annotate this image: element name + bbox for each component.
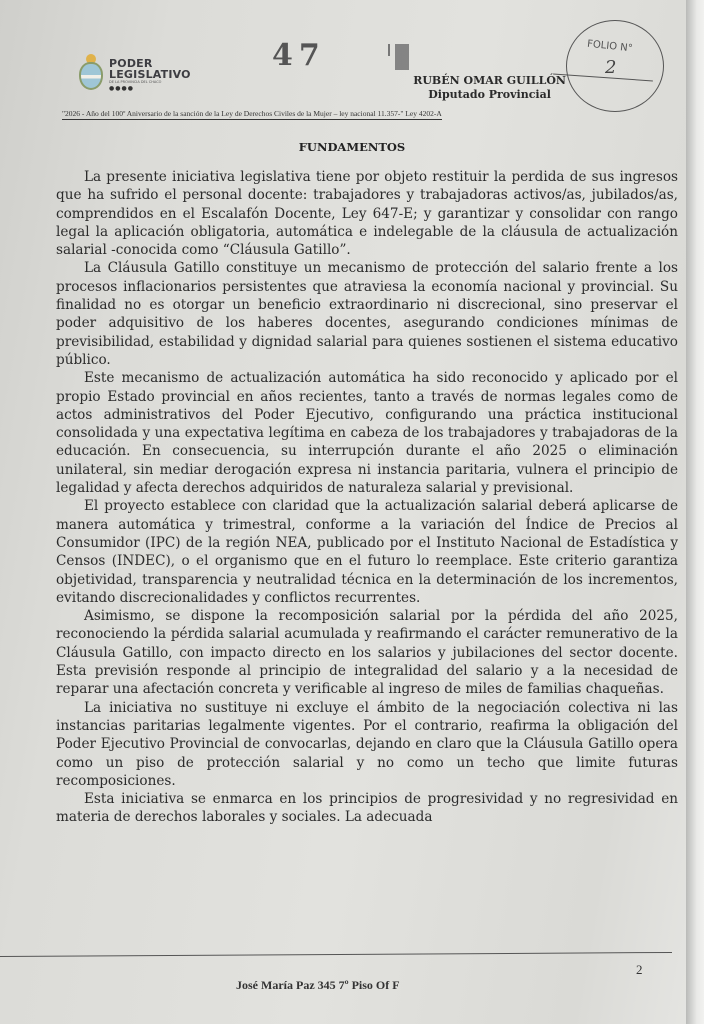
logo-subtitle: DE LA PROVINCIA DEL CHACO: [109, 80, 162, 84]
footer-address: José María Paz 345 7º Piso Of F: [236, 978, 400, 992]
logo-text: [109, 58, 191, 92]
logo-line-2: LEGISLATIVO: [109, 68, 191, 81]
chaco-crest-icon: [78, 54, 104, 92]
poder-legislativo-logo: [78, 54, 228, 94]
document-number: 47: [272, 38, 326, 73]
author-block: [413, 74, 566, 101]
footer-divider: [0, 952, 672, 957]
folio-line: [553, 74, 653, 82]
author-role: Diputado Provincial: [428, 88, 551, 101]
paragraph: Asimismo, se dispone la recomposición salarial por la pérdida del año 2025, reconociendo la pérdida salarial acumulada y reafirmando el carácter remunerativo de la Cláusula Gatillo, con impacto directo en los salarios y jubilaciones del sector docente. Esta previsión responde al principio de integralidad del salario y a la necesidad de reparar una afectación concreta y verificable al ingreso de miles de familias chaqueñas.: [56, 608, 678, 698]
year-motto: "2026 - Año del 100º Aniversario de la sanción de la Ley de Derechos Civiles de la Mujer – ley nacional 11.357-" Ley 4202-A: [62, 109, 442, 118]
shield-icon: [79, 62, 103, 90]
paragraph: La presente iniciativa legislativa tiene por objeto restituir la perdida de sus ingresos que ha sufrido el personal docente: trabajadores y trabajadoras activos/as, jubilados/as, comprendidos en el Escalafón Docente, Ley 647-E; y garantizar y consolidar con rango legal la aplicación obligatoria, automática e indelegable de la cláusula de actualización salarial -conocida como “Cláusula Gatillo”.: [56, 169, 678, 259]
paragraph: Este mecanismo de actualización automática ha sido reconocido y aplicado por el propio Estado provincial en años recientes, tanto a través de normas legales como de actos administrativos del Poder Ejecutivo, configurando una práctica institucional consolidada y una expectativa legítima en cabeza de los trabajadores y trabajadoras de la educación. En consecuencia, su interrupción durante el año 2025 o eliminación unilateral, sin mediar derogación expresa ni instancia paritaria, vulnera el principio de legalidad y afecta derechos adquiridos de naturaleza salarial y previsional.: [56, 370, 678, 497]
paragraph: Esta iniciativa se enmarca en los principios de progresividad y no regresividad en materia de derechos laborales y sociales. La adecuada: [56, 791, 678, 826]
folio-number: 2: [605, 57, 617, 78]
paragraph: La iniciativa no sustituye ni excluye el ámbito de la negociación colectiva ni las instancias paritarias legalmente vigentes. Por el contrario, reafirma la obligación del Poder Ejecutivo Provincial de convocarlas, dejando en claro que la Cláusula Gatillo opera como un piso de protección salarial y no como un techo que limite futuras recomposiciones.: [56, 699, 678, 789]
page-number: 2: [636, 962, 643, 977]
page-edge-shadow: [686, 0, 704, 1024]
section-heading: FUNDAMENTOS: [298, 140, 406, 154]
folio-label: FOLIO N°: [586, 38, 634, 55]
body-text: [56, 168, 678, 827]
paragraph: El proyecto establece con claridad que la actualización salarial deberá aplicarse de manera automática y trimestral, conforme a la variación del Índice de Precios al Consumidor (IPC) de la región NEA, publicado por el Instituto Nacional de Estadística y Censos (INDEC), o el organismo que en el futuro lo reemplace. Este criterio garantiza objetividad, transparencia y neutralidad técnica en la determinación de los incrementos, evitando discrecionalidades y conflictos recurrentes.: [56, 498, 678, 606]
logo-line-1: PODER: [109, 57, 153, 70]
ink-mark: [388, 44, 390, 56]
ink-smudge: [395, 44, 409, 70]
paragraph: La Cláusula Gatillo constituye un mecanismo de protección del salario frente a los procesos inflacionarios persistentes que atraviesa la economía nacional y provincial. Su finalidad no es otorgar un beneficio extraordinario ni discrecional, sino preservar el poder adquisitivo de los haberes docentes, asegurando condiciones mínimas de previsibilidad, estabilidad y dignidad salarial para quienes sostienen el sistema educativo público.: [56, 260, 678, 368]
logo-dots: ●●●●: [109, 84, 134, 92]
folio-stamp: [566, 20, 664, 112]
author-name: RUBÉN OMAR GUILLÓN: [413, 74, 566, 87]
